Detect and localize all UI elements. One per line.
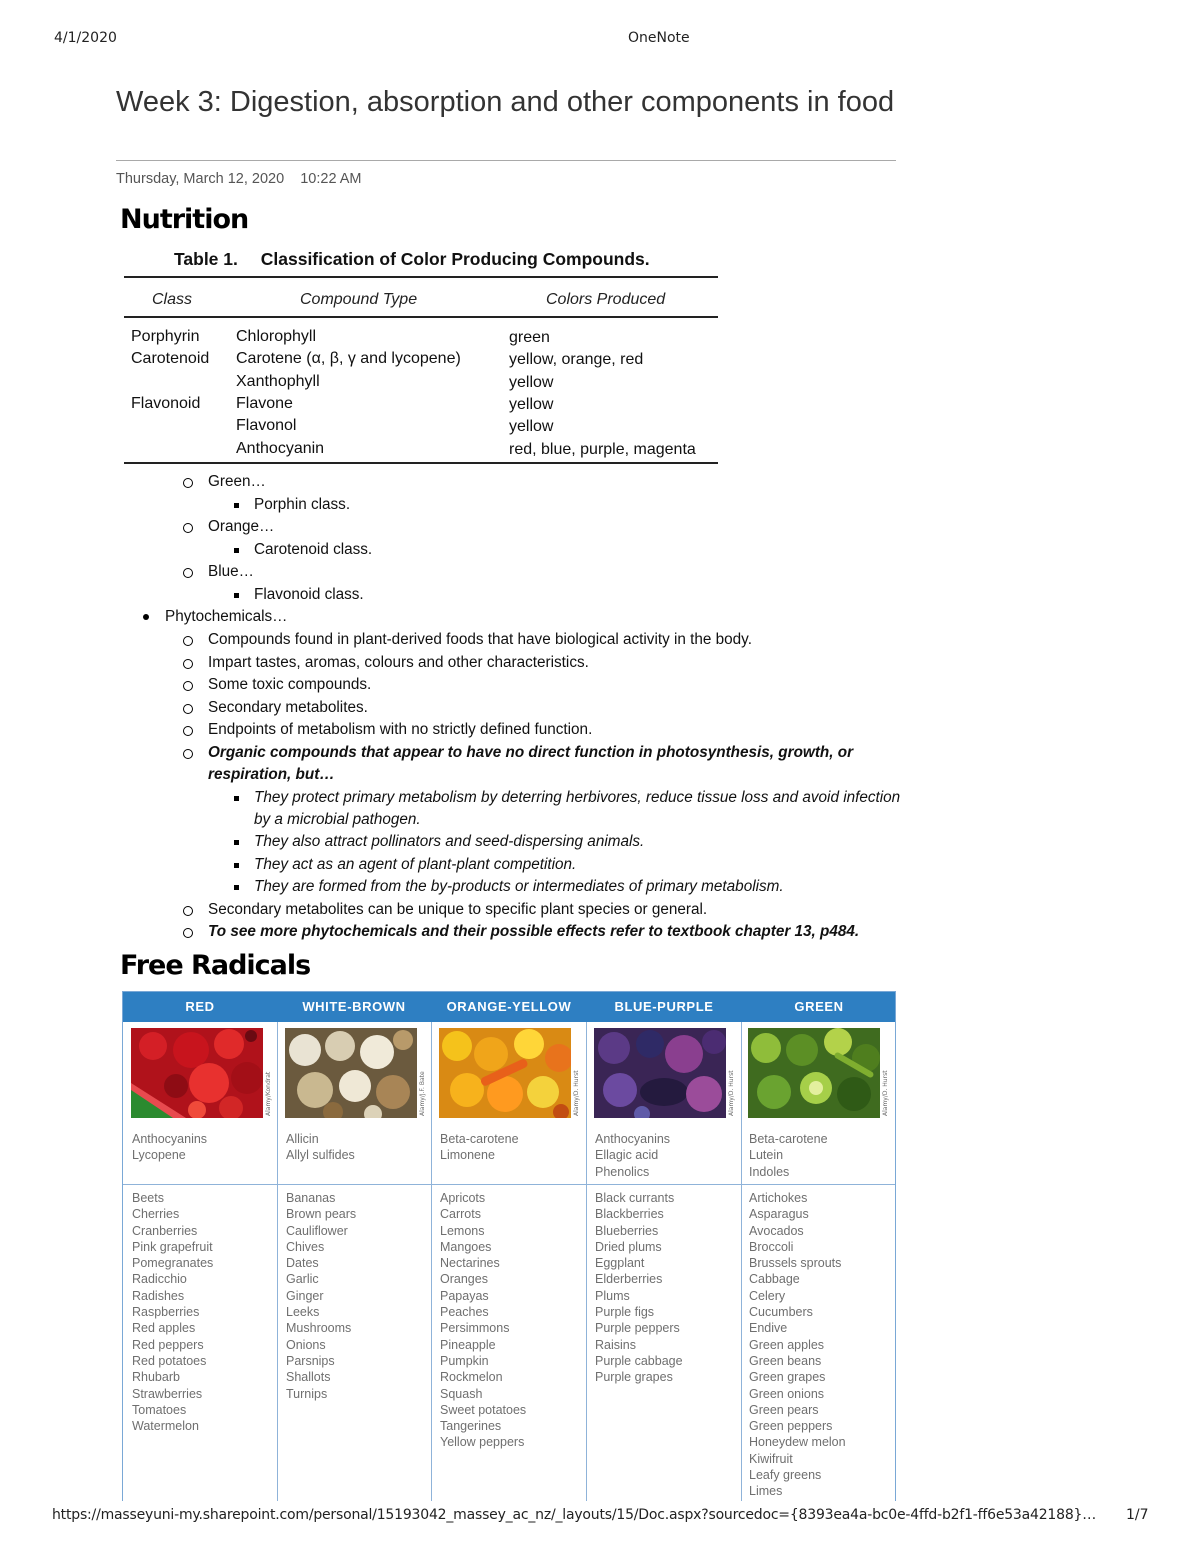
- photo-credit: Alamy/D. Hurst: [728, 1070, 735, 1116]
- list-item[interactable]: Secondary metabolites can be unique to specific plant species or general.: [208, 899, 707, 921]
- table-header-compound: Compound Type: [300, 291, 418, 308]
- compound-list-green: Beta-carotene Lutein Indoles: [749, 1132, 828, 1179]
- table-bottom-rule: [124, 462, 718, 464]
- photo-credit: Alamy/Kondrat: [265, 1071, 272, 1116]
- circle-bullet-icon: [183, 568, 193, 578]
- list-item[interactable]: Endpoints of metabolism with no strictly defined function.: [208, 719, 592, 741]
- free-radicals-heading: Free Radicals: [120, 950, 311, 981]
- page-date: Thursday, March 12, 2020: [116, 171, 285, 187]
- list-item[interactable]: Carotenoid class.: [254, 539, 372, 561]
- row-divider: [123, 1184, 895, 1185]
- list-item[interactable]: Impart tastes, aromas, colours and other characteristics.: [208, 652, 589, 674]
- list-item[interactable]: They protect primary metabolism by deterring herbivores, reduce tissue loss and avoid infection by a microbial pathogen.: [254, 787, 904, 831]
- column-divider: [586, 1022, 587, 1501]
- table-cell: Flavonol: [236, 417, 297, 434]
- list-item[interactable]: Compounds found in plant-derived foods that have biological activity in the body.: [208, 629, 752, 651]
- square-bullet-icon: [234, 796, 239, 801]
- table-header-colors: Colors Produced: [546, 291, 666, 308]
- circle-bullet-icon: [183, 928, 193, 938]
- list-item[interactable]: They are formed from the by-products or intermediates of primary metabolism.: [254, 876, 784, 898]
- table-title: Classification of Color Producing Compounds.: [260, 249, 650, 269]
- table-cell: Flavone: [236, 395, 293, 412]
- white-brown-foods-photo: [285, 1028, 417, 1118]
- list-item[interactable]: Secondary metabolites.: [208, 697, 368, 719]
- column-divider: [277, 1022, 278, 1501]
- disc-bullet-icon: [143, 614, 149, 620]
- list-item[interactable]: To see more phytochemicals and their possible effects refer to textbook chapter 13, p484.: [208, 921, 859, 943]
- square-bullet-icon: [234, 548, 239, 553]
- table-cell: yellow: [509, 396, 554, 413]
- food-list-blue-purple: Black currants Blackberries Blueberries Dried plums Eggplant Elderberries Plums Purple figs Purple peppers Raisins Purple cabbage Purple grapes: [595, 1191, 683, 1385]
- table-cell: Anthocyanin: [236, 440, 325, 457]
- food-list-orange-yellow: Apricots Carrots Lemons Mangoes Nectarines Oranges Papayas Peaches Persimmons Pineapple Pumpkin Rockmelon Squash Sweet potatoes Tangerines Yellow peppers: [440, 1191, 527, 1450]
- photo-credit: Alamy/D. Hurst: [882, 1070, 889, 1116]
- column-header-red: RED: [185, 999, 215, 1014]
- column-header-green: GREEN: [794, 999, 844, 1014]
- list-item[interactable]: Porphin class.: [254, 494, 350, 516]
- list-item[interactable]: Phytochemicals…: [165, 606, 287, 628]
- table-cell: green: [509, 329, 550, 346]
- circle-bullet-icon: [183, 523, 193, 533]
- table-header-rule: [124, 316, 718, 318]
- table-top-rule: [124, 276, 718, 278]
- table-cell: yellow, orange, red: [509, 351, 644, 368]
- compound-list-orange-yellow: Beta-carotene Limonene: [440, 1132, 519, 1163]
- print-header-app: OneNote: [628, 30, 690, 46]
- table-cell: Carotenoid: [131, 350, 210, 367]
- table-cell: red, blue, purple, magenta: [509, 441, 696, 458]
- list-item[interactable]: Some toxic compounds.: [208, 674, 371, 696]
- circle-bullet-icon: [183, 636, 193, 646]
- list-item[interactable]: Orange…: [208, 516, 274, 538]
- square-bullet-icon: [234, 863, 239, 868]
- title-divider: [116, 160, 896, 161]
- list-item[interactable]: They act as an agent of plant-plant competition.: [254, 854, 576, 876]
- photo-credit: Alamy/D. Hurst: [573, 1070, 580, 1116]
- list-item[interactable]: They also attract pollinators and seed-dispersing animals.: [254, 831, 644, 853]
- column-header-blue-purple: BLUE-PURPLE: [614, 999, 714, 1014]
- list-item[interactable]: Flavonoid class.: [254, 584, 364, 606]
- food-list-red: Beets Cherries Cranberries Pink grapefruit Pomegranates Radicchio Radishes Raspberries Red apples Red peppers Red potatoes Rhubarb Strawberries Tomatoes Watermelon: [132, 1191, 214, 1434]
- table-number: Table 1.: [174, 249, 238, 269]
- compound-list-white-brown: Allicin Allyl sulfides: [286, 1132, 355, 1163]
- column-header-white-brown: WHITE-BROWN: [302, 999, 406, 1014]
- compound-list-red: Anthocyanins Lycopene: [132, 1132, 208, 1163]
- list-item[interactable]: Blue…: [208, 561, 254, 583]
- column-header-orange-yellow: ORANGE-YELLOW: [446, 999, 572, 1014]
- table-header-class: Class: [152, 291, 193, 308]
- table-cell: Carotene (α, β, γ and lycopene): [236, 350, 461, 367]
- compound-list-blue-purple: Anthocyanins Ellagic acid Phenolics: [595, 1132, 671, 1179]
- circle-bullet-icon: [183, 749, 193, 759]
- blue-purple-foods-photo: [594, 1028, 726, 1118]
- circle-bullet-icon: [183, 681, 193, 691]
- table-cell: Flavonoid: [131, 395, 201, 412]
- food-list-green: Artichokes Asparagus Avocados Broccoli Brussels sprouts Cabbage Celery Cucumbers Endive Green apples Green beans Green grapes Green onions Green pears Green peppers Honeydew melon Kiwifruit Leafy greens Limes: [749, 1191, 846, 1499]
- print-footer-url: https://masseyuni-my.sharepoint.com/personal/15193042_massey_ac_nz/_layouts/15/Doc.aspx?sourcedoc={8393ea4a-bc0e-4ffd-b2f1-ff6e53a42188}…: [52, 1507, 1097, 1523]
- square-bullet-icon: [234, 840, 239, 845]
- column-divider: [431, 1022, 432, 1501]
- table-cell: yellow: [509, 418, 554, 435]
- page-datetime: [116, 171, 373, 187]
- print-footer-page-number: 1/7: [1126, 1507, 1149, 1523]
- page-time: 10:22 AM: [300, 171, 362, 187]
- list-item[interactable]: Organic compounds that appear to have no direct function in photosynthesis, growth, or respiration, but…: [208, 742, 896, 786]
- green-foods-photo: [748, 1028, 880, 1118]
- circle-bullet-icon: [183, 659, 193, 669]
- circle-bullet-icon: [183, 478, 193, 488]
- circle-bullet-icon: [183, 906, 193, 916]
- square-bullet-icon: [234, 885, 239, 890]
- food-color-chart: [122, 991, 896, 1501]
- column-divider: [741, 1022, 742, 1501]
- list-item[interactable]: Green…: [208, 471, 266, 493]
- table-cell: Chlorophyll: [236, 328, 317, 345]
- table-cell: Xanthophyll: [236, 373, 320, 390]
- food-list-white-brown: Bananas Brown pears Cauliflower Chives Dates Garlic Ginger Leeks Mushrooms Onions Parsnips Shallots Turnips: [286, 1191, 357, 1401]
- square-bullet-icon: [234, 593, 239, 598]
- page-title[interactable]: Week 3: Digestion, absorption and other components in food: [116, 86, 895, 118]
- nutrition-heading: Nutrition: [120, 204, 249, 235]
- circle-bullet-icon: [183, 704, 193, 714]
- table-caption: [174, 249, 650, 270]
- red-foods-photo: [131, 1028, 263, 1118]
- table-cell: Porphyrin: [131, 328, 200, 345]
- print-header-date: 4/1/2020: [54, 30, 117, 46]
- orange-yellow-foods-photo: [439, 1028, 571, 1118]
- photo-credit: Alamy/J.F. Bate: [419, 1071, 426, 1116]
- circle-bullet-icon: [183, 726, 193, 736]
- square-bullet-icon: [234, 503, 239, 508]
- table-cell: yellow: [509, 374, 554, 391]
